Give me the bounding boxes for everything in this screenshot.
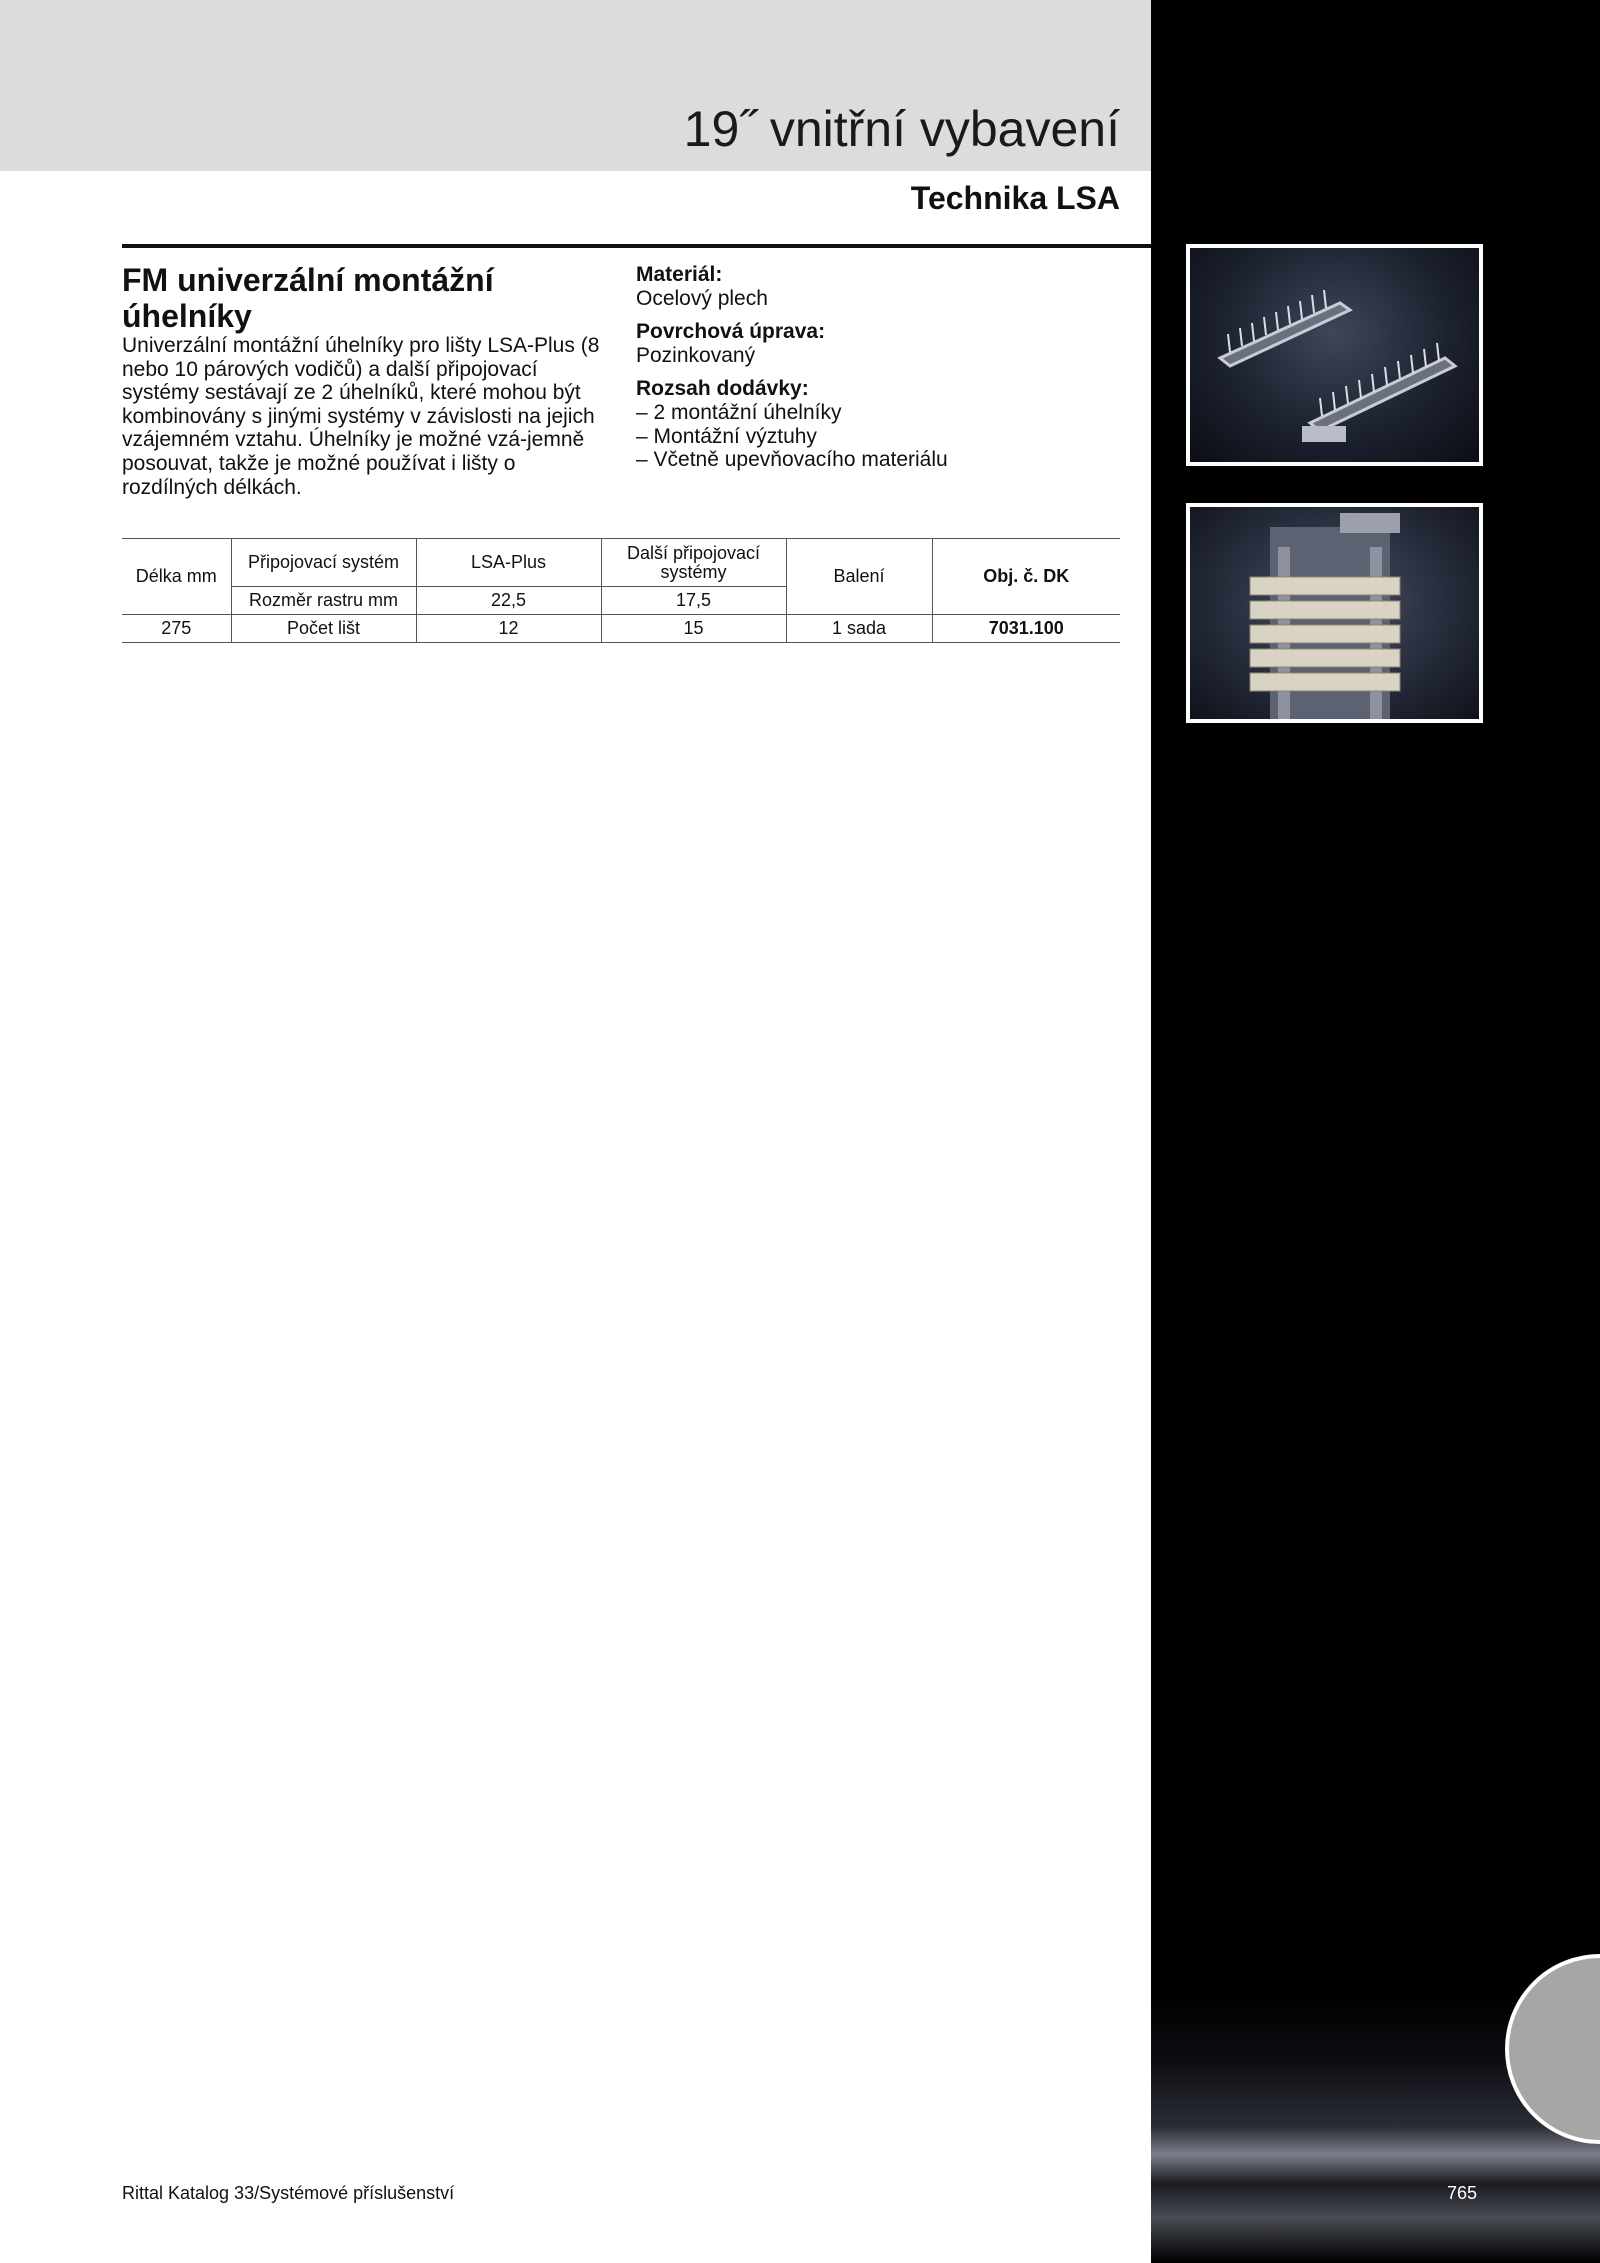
surface-label: Povrchová úprava: [636,320,826,344]
section-subtitle: Technika LSA [910,180,1120,216]
product-specs [636,263,1106,482]
grid-lsa-value: 22,5 [416,587,601,615]
delivery-label: Rozsah dodávky: [636,377,809,401]
delivery-item: – Včetně upevňovacího materiálu [636,448,1106,472]
other-count-value: 15 [601,615,786,643]
material-value: Ocelový plech [636,286,768,310]
footer-catalog: Rittal Katalog 33/Systémové příslušenství [122,2183,455,2203]
order-number-header: Obj. č. DK [932,539,1120,615]
product-description: Univerzální montážní úhelníky pro lišty LSA-Plus (8 nebo 10 párových vodičů) a další připojovací systémy sestávají ze 2 úhelníků, které mohou být kombinovány s jinými systémy v závislosti na jejich vzájemném vztahu. Úhelníky je možné vzá-jemně posouvat, takže je možné používat i lišty o rozdílných délkách. [122,334,600,499]
system-header: Připojovací systém [231,539,416,587]
product-title: FM univerzální montážní úhelníky [122,262,494,334]
grid-label: Rozměr rastru mm [231,587,416,615]
table-header-row [122,539,1120,587]
table-row [122,615,1120,643]
delivery-item: – Montážní výztuhy [636,425,1106,449]
order-number-value: 7031.100 [932,615,1120,643]
product-photo-brackets [1186,244,1483,466]
lsa-header: LSA-Plus [416,539,601,587]
page-title: 19˝ vnitřní vybavení [683,101,1120,157]
product-photo-mounted [1186,503,1483,723]
order-table [122,538,1120,643]
delivery-item: – 2 montážní úhelníky [636,401,1106,425]
count-label: Počet lišt [231,615,416,643]
surface-value: Pozinkovaný [636,343,756,367]
lsa-count-value: 12 [416,615,601,643]
title-divider [122,244,1151,248]
other-systems-header: Další připojovací systémy [601,539,786,587]
delivery-list [636,401,1106,472]
length-value: 275 [122,615,231,643]
pack-value: 1 sada [786,615,932,643]
pack-header: Balení [786,539,932,615]
page-number: 765 [1447,2183,1478,2203]
grid-other-value: 17,5 [601,587,786,615]
material-label: Materiál: [636,263,723,286]
length-header: Délka mm [122,539,231,615]
